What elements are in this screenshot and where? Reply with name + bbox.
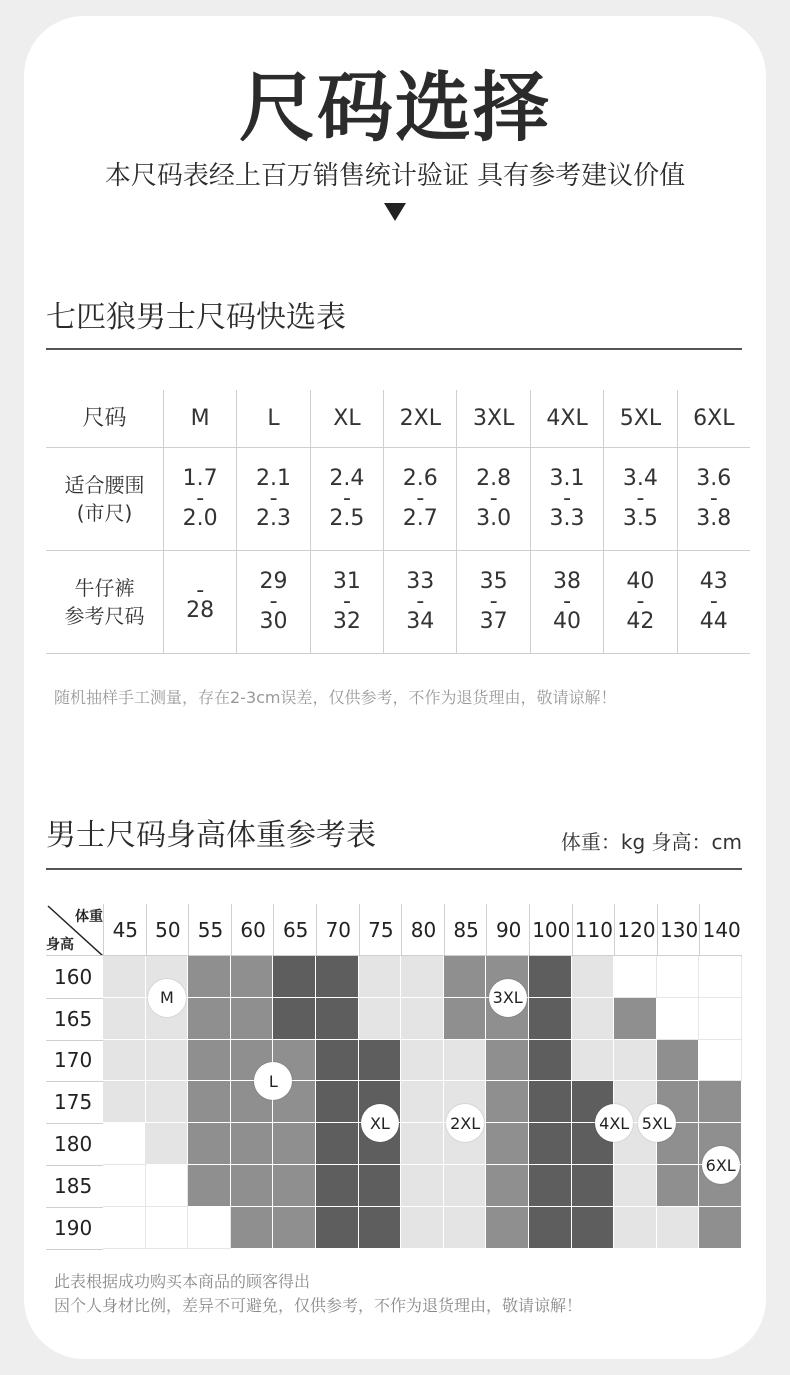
grid-cell xyxy=(146,1165,189,1207)
size-cell xyxy=(236,390,309,447)
waist-cell xyxy=(383,448,456,550)
waist-min: 3.1 xyxy=(549,466,585,491)
waist-row-label xyxy=(46,448,163,550)
grid-cell xyxy=(486,1081,529,1123)
grid-cell xyxy=(444,956,487,998)
waist-min: 2.4 xyxy=(329,466,365,491)
jeans-max: 32 xyxy=(332,609,361,634)
jeans-cell xyxy=(236,551,309,653)
grid-divider xyxy=(46,1249,103,1250)
range-dash: - xyxy=(269,589,278,614)
weight-header: 120 xyxy=(614,904,658,956)
height-header: 160 xyxy=(54,964,93,989)
grid-divider xyxy=(46,1081,103,1082)
grid-cell xyxy=(359,998,402,1040)
grid-cell xyxy=(444,1165,487,1207)
waist-cell xyxy=(530,448,603,550)
grid-cell xyxy=(444,1207,487,1249)
weight-header: 80 xyxy=(401,904,445,956)
grid-cell xyxy=(146,1081,189,1123)
range-dash: - xyxy=(416,486,425,511)
range-dash: - xyxy=(636,589,645,614)
grid-cell xyxy=(401,1081,444,1123)
grid-cell xyxy=(529,956,572,998)
waist-max: 3.0 xyxy=(476,506,512,531)
jeans-max: 37 xyxy=(479,609,508,634)
grid-divider xyxy=(46,955,742,956)
waist-max: 2.0 xyxy=(182,506,218,531)
page-subtitle: 本尺码表经上百万销售统计验证 具有参考建议价值 xyxy=(104,161,686,191)
range-dash: - xyxy=(489,486,498,511)
jeans-max: 40 xyxy=(553,609,582,634)
weight-header: 140 xyxy=(699,904,743,956)
grid-cell xyxy=(486,1207,529,1249)
waist-cell xyxy=(603,448,676,550)
grid-cell xyxy=(486,1040,529,1082)
jeans-min: 33 xyxy=(406,569,435,594)
grid-cell xyxy=(188,1040,231,1082)
grid-cell xyxy=(316,956,359,998)
jeans-min: 31 xyxy=(332,569,361,594)
size-row xyxy=(46,390,750,448)
grid-cell xyxy=(273,956,316,998)
grid-divider xyxy=(46,1123,103,1124)
section-divider xyxy=(46,868,742,870)
corner-weight-label: 体重 xyxy=(75,909,103,925)
size-cell xyxy=(530,390,603,447)
waist-min: 2.6 xyxy=(402,466,438,491)
waist-max: 2.5 xyxy=(329,506,365,531)
size-cell xyxy=(456,390,529,447)
jeans-max: 44 xyxy=(699,609,728,634)
grid-cell xyxy=(359,1165,402,1207)
range-dash: - xyxy=(196,578,205,603)
waist-min: 3.4 xyxy=(622,466,658,491)
reference-note-line2: 因个人身材比例，差异不可避免，仅供参考，不作为退货理由，敬请谅解！ xyxy=(54,1296,583,1315)
grid-cell xyxy=(146,1207,189,1249)
units-label: 体重：kg 身高：cm xyxy=(560,830,742,854)
grid-cell xyxy=(359,1207,402,1249)
size-row-label: 尺码 xyxy=(82,405,127,431)
grid-cell xyxy=(359,1040,402,1082)
size-cell xyxy=(310,390,383,447)
weight-header: 110 xyxy=(572,904,616,956)
page-title: 尺码选择 xyxy=(239,63,551,152)
grid-cell xyxy=(699,1081,742,1123)
grid-cell xyxy=(316,1207,359,1249)
waist-max: 3.8 xyxy=(696,506,732,531)
grid-cell xyxy=(273,1165,316,1207)
jeans-label-line1: 牛仔裤 xyxy=(74,576,135,600)
jeans-cell xyxy=(310,551,383,653)
waist-cell xyxy=(163,448,236,550)
grid-cell xyxy=(401,1207,444,1249)
height-header: 185 xyxy=(54,1173,93,1198)
grid-cell xyxy=(273,998,316,1040)
grid-cell xyxy=(529,1123,572,1165)
jeans-row xyxy=(46,551,750,654)
size-value: 5XL xyxy=(619,405,662,431)
waist-min: 2.1 xyxy=(256,466,292,491)
height-header: 165 xyxy=(54,1006,93,1031)
size-value: 4XL xyxy=(546,405,588,431)
grid-cell xyxy=(103,1165,146,1207)
grid-cell xyxy=(614,1165,657,1207)
grid-cell xyxy=(316,1081,359,1123)
grid-cell xyxy=(657,998,700,1040)
weight-header: 75 xyxy=(359,904,403,956)
grid-cell xyxy=(401,1165,444,1207)
grid-cell xyxy=(614,1207,657,1249)
grid-cell xyxy=(103,1081,146,1123)
range-dash: - xyxy=(709,589,718,614)
grid-cell xyxy=(401,1123,444,1165)
section-divider xyxy=(46,348,742,350)
grid-divider xyxy=(46,1165,103,1166)
grid-cell xyxy=(231,1123,274,1165)
grid-cell xyxy=(401,1040,444,1082)
size-badge: 4XL xyxy=(595,1104,633,1142)
grid-cell xyxy=(529,1081,572,1123)
grid-cell xyxy=(572,1040,615,1082)
range-dash: - xyxy=(342,486,351,511)
jeans-row-label xyxy=(46,551,163,653)
grid-cell xyxy=(103,1207,146,1249)
grid-cell xyxy=(529,1165,572,1207)
grid-cell xyxy=(103,998,146,1040)
grid-cell xyxy=(316,1040,359,1082)
grid-cell xyxy=(401,956,444,998)
weight-header: 50 xyxy=(146,904,190,956)
waist-min: 1.7 xyxy=(182,466,218,491)
grid-cell xyxy=(444,1040,487,1082)
grid-cell xyxy=(444,998,487,1040)
grid-cell xyxy=(359,956,402,998)
grid-cell xyxy=(572,956,615,998)
grid-divider xyxy=(46,998,103,999)
jeans-max: 34 xyxy=(406,609,435,634)
grid-cell xyxy=(699,956,742,998)
size-cell xyxy=(163,390,236,447)
jeans-max: 42 xyxy=(626,609,655,634)
grid-cell xyxy=(657,1040,700,1082)
jeans-min: 29 xyxy=(259,569,288,594)
size-badge: 5XL xyxy=(638,1104,676,1142)
grid-cell xyxy=(657,1165,700,1207)
grid-cell xyxy=(699,1040,742,1082)
grid-cell xyxy=(657,956,700,998)
jeans-min: 40 xyxy=(626,569,655,594)
jeans-cell xyxy=(163,551,236,653)
size-badge: 2XL xyxy=(446,1104,484,1142)
height-header: 170 xyxy=(54,1048,93,1073)
grid-cell xyxy=(316,1165,359,1207)
range-dash: - xyxy=(636,486,645,511)
grid-cell xyxy=(529,1040,572,1082)
size-value: 2XL xyxy=(399,405,441,431)
weight-header: 130 xyxy=(657,904,701,956)
grid-cell xyxy=(572,1165,615,1207)
waist-cell xyxy=(236,448,309,550)
corner-header xyxy=(46,904,103,956)
grid-cell xyxy=(699,998,742,1040)
grid-cell xyxy=(614,998,657,1040)
grid-cell xyxy=(188,1165,231,1207)
grid-divider xyxy=(46,1207,103,1208)
jeans-cell xyxy=(677,551,750,653)
waist-max: 2.7 xyxy=(402,506,438,531)
weight-header: 65 xyxy=(273,904,317,956)
grid-cell xyxy=(188,1081,231,1123)
grid-cell xyxy=(657,1207,700,1249)
size-value: M xyxy=(190,405,210,431)
jeans-cell xyxy=(383,551,456,653)
grid-cell xyxy=(486,1123,529,1165)
waist-min: 2.8 xyxy=(476,466,512,491)
size-cell xyxy=(677,390,750,447)
corner-height-label: 身高 xyxy=(46,937,74,953)
range-dash: - xyxy=(269,486,278,511)
range-dash: - xyxy=(563,589,572,614)
grid-cell xyxy=(273,1207,316,1249)
reference-note-line1: 此表根据成功购买本商品的顾客得出 xyxy=(54,1272,311,1291)
grid-divider xyxy=(46,1040,103,1041)
jeans-cell xyxy=(603,551,676,653)
grid-cell xyxy=(231,998,274,1040)
waist-max: 3.5 xyxy=(622,506,658,531)
grid-cell xyxy=(572,1207,615,1249)
grid-cell xyxy=(146,1123,189,1165)
range-dash: - xyxy=(196,486,205,511)
weight-header: 70 xyxy=(316,904,360,956)
grid-cell xyxy=(572,998,615,1040)
size-badge: XL xyxy=(361,1104,399,1142)
range-dash: - xyxy=(563,486,572,511)
grid-cell xyxy=(188,998,231,1040)
grid-cell xyxy=(699,1207,742,1249)
grid-cell xyxy=(188,1207,231,1249)
quick-table-title: 七匹狼男士尺码快选表 xyxy=(46,300,346,335)
jeans-max: 30 xyxy=(259,609,288,634)
waist-cell xyxy=(677,448,750,550)
waist-cell xyxy=(310,448,383,550)
jeans-min: 43 xyxy=(699,569,728,594)
weight-header: 60 xyxy=(231,904,275,956)
waist-max: 3.3 xyxy=(549,506,585,531)
jeans-max: 28 xyxy=(186,598,215,623)
grid-cell xyxy=(103,956,146,998)
waist-max: 2.3 xyxy=(256,506,292,531)
height-header: 190 xyxy=(54,1215,93,1240)
grid-cell xyxy=(188,1123,231,1165)
grid-cell xyxy=(401,998,444,1040)
size-badge: 6XL xyxy=(702,1146,740,1184)
height-header: 175 xyxy=(54,1090,93,1115)
jeans-min: 38 xyxy=(553,569,582,594)
size-value: 6XL xyxy=(693,405,735,431)
hw-table-title: 男士尺码身高体重参考表 xyxy=(46,818,376,853)
grid-cell xyxy=(614,1040,657,1082)
grid-cell xyxy=(273,1123,316,1165)
size-cell xyxy=(603,390,676,447)
grid-cell xyxy=(103,1123,146,1165)
size-value: L xyxy=(267,405,280,431)
grid-cell xyxy=(146,1040,189,1082)
reference-note xyxy=(54,1270,582,1318)
grid-cell xyxy=(614,956,657,998)
range-dash: - xyxy=(709,486,718,511)
height-weight-grid xyxy=(46,904,742,1249)
grid-cell xyxy=(188,956,231,998)
size-value: 3XL xyxy=(473,405,515,431)
grid-cell xyxy=(316,1123,359,1165)
range-dash: - xyxy=(416,589,425,614)
grid-cell xyxy=(231,1207,274,1249)
weight-header: 100 xyxy=(529,904,573,956)
jeans-min: 35 xyxy=(479,569,508,594)
size-value: XL xyxy=(333,405,361,431)
measurement-note: 随机抽样手工测量，存在2-3cm误差，仅供参考，不作为退货理由，敬请谅解！ xyxy=(54,688,617,707)
size-badge: M xyxy=(148,979,186,1017)
waist-row xyxy=(46,448,750,551)
grid-cell xyxy=(316,998,359,1040)
range-dash: - xyxy=(489,589,498,614)
grid-cell xyxy=(231,1165,274,1207)
size-badge: 3XL xyxy=(489,979,527,1017)
range-dash: - xyxy=(342,589,351,614)
quick-size-table xyxy=(46,390,750,654)
grid-cell xyxy=(103,1040,146,1082)
height-header: 180 xyxy=(54,1132,93,1157)
weight-header: 90 xyxy=(486,904,530,956)
size-badge: L xyxy=(254,1062,292,1100)
grid-cell xyxy=(486,1165,529,1207)
weight-header: 55 xyxy=(188,904,232,956)
waist-cell xyxy=(456,448,529,550)
size-cell xyxy=(383,390,456,447)
waist-label-line1: 适合腰围 xyxy=(64,473,145,497)
waist-min: 3.6 xyxy=(696,466,732,491)
waist-label-line2: (市尺) xyxy=(76,501,133,525)
grid-cell xyxy=(231,956,274,998)
jeans-label-line2: 参考尺码 xyxy=(64,604,145,628)
jeans-cell xyxy=(530,551,603,653)
grid-cell xyxy=(529,1207,572,1249)
grid-cell xyxy=(529,998,572,1040)
triangle-down-icon xyxy=(384,203,406,221)
weight-header: 45 xyxy=(103,904,147,956)
jeans-cell xyxy=(456,551,529,653)
weight-header: 85 xyxy=(444,904,488,956)
